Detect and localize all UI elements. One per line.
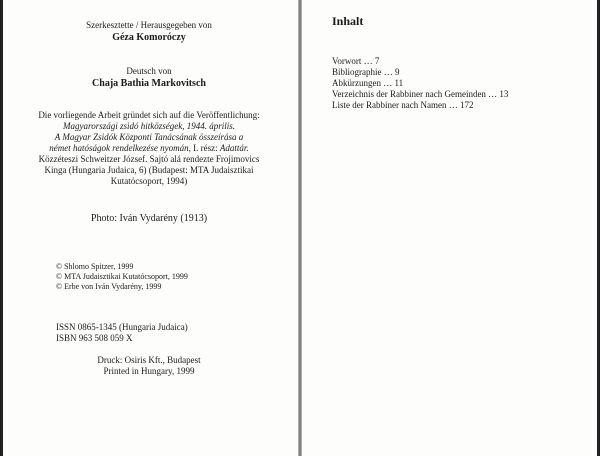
copyright-line: © Erbe von Iván Vydarény, 1999 — [56, 282, 162, 291]
source-part: I. rész: — [190, 143, 220, 153]
source-title-line3-row — [0, 143, 298, 154]
toc-entry: Bibliographie … 9 — [332, 67, 400, 77]
isbn: ISBN 963 508 059 X — [56, 333, 133, 343]
copyright-list — [56, 262, 296, 292]
photo-credit: Photo: Iván Vydarény (1913) — [90, 213, 208, 224]
right-page — [302, 0, 600, 456]
copyright-line: © Shlomo Spitzer, 1999 — [56, 262, 134, 271]
editor-label: Szerkesztette / Herausgegeben von — [86, 20, 212, 30]
toc-heading: Inhalt — [332, 14, 364, 28]
issn: ISSN 0865-1345 (Hungaria Judaica) — [56, 322, 188, 332]
printed-in: Printed in Hungary, 1999 — [103, 366, 195, 376]
editor-name: Géza Komoróczy — [112, 32, 186, 43]
left-page — [0, 0, 298, 456]
source-title-line3: német hatóságok rendelkezése nyomán, — [49, 143, 191, 153]
toc-entry: Vorwort … 7 — [332, 56, 380, 66]
translator-label: Deutsch von — [126, 66, 172, 76]
source-line6: Kutatócsoport, 1994) — [110, 176, 188, 186]
toc-entry: Liste der Rabbiner nach Namen … 172 — [332, 100, 474, 110]
source-line4: Közzéteszi Schweitzer József. Sajtó alá rendezte Frojimovics — [38, 154, 260, 164]
source-title-line1: Magyarországi zsidó hitközségek, 1944. április. — [63, 121, 235, 131]
source-block — [0, 110, 298, 187]
copyright-line: © MTA Judaisztikai Kutatócsoport, 1999 — [56, 272, 188, 281]
toc-entry: Verzeichnis der Rabbiner nach Gemeinden … 13 — [332, 89, 509, 99]
table-of-contents — [332, 56, 508, 111]
printer-block — [0, 355, 298, 377]
source-intro: Die vorliegende Arbeit gründet sich auf die Veröffentlichung: — [38, 110, 260, 120]
source-part-title: Adattár. — [219, 143, 249, 153]
source-title-line2: A Magyar Zsidók Központi Tanácsának összeírása a — [54, 132, 244, 142]
left-scan-edge — [0, 0, 3, 456]
source-line5: Kinga (Hungaria Judaica, 6) (Budapest: MTA Judaisztikai — [44, 165, 254, 175]
issn-isbn — [56, 322, 296, 344]
translator-name: Chaja Bathia Markovitsch — [92, 78, 206, 89]
printer: Druck: Osiris Kft., Budapest — [97, 355, 201, 365]
toc-entry: Abkürzungen … 11 — [332, 78, 404, 88]
